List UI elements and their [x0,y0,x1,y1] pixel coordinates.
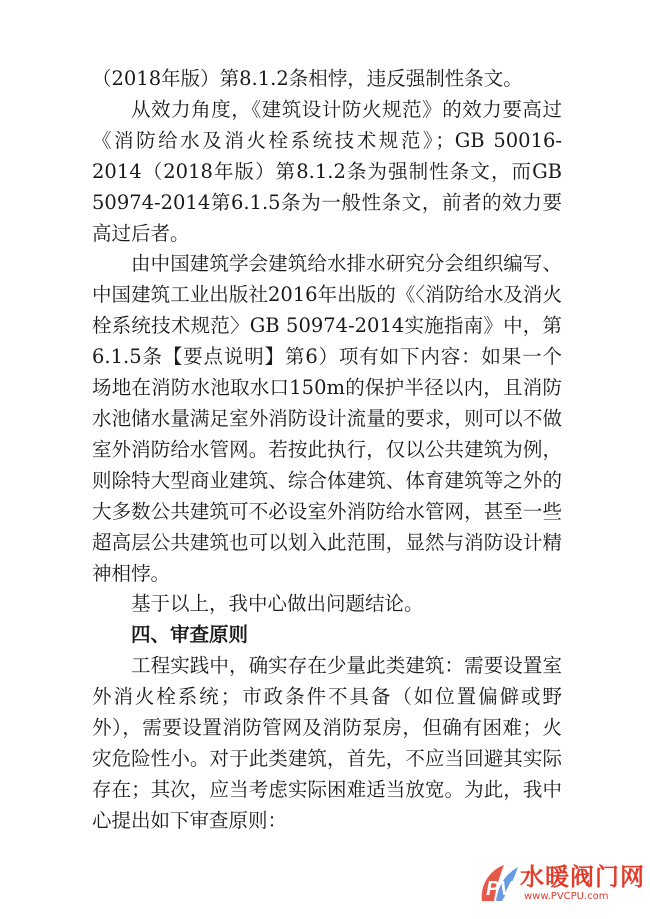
logo-letters: PV [486,878,513,900]
paragraph-conclusion: 基于以上，我中心做出问题结论。 [131,592,424,616]
paragraph-guide-reference: 由中国建筑学会建筑给水排水研究分会组织编写、中国建筑工业出版社2016年出版的《〈消防给水及消火栓系统技术规范〉GB 50974-2014实施指南》中，第6.1.5条【要点说明】第6）项有如下内容：如果一个场地在消防水池取水口150m的保护半径以内，且消防水池储水量满足室外消防设计流量的要求，则可以不做室外消防给水管网。若按此执行，仅以公共建筑为例，则除特大型商业建筑、综合体建筑、体育建筑等之外的大多数公共建筑可不必设室外消防给水管网，甚至一些超高层公共建筑也可以划入此范围，显然与消防设计精神相悖。 [92,252,562,585]
paragraph-effectiveness: 从效力角度，《建筑设计防火规范》的效力要高过《消防给水及消火栓系统技术规范》；GB 50016-2014（2018年版）第8.1.2条为强制性条文，而GB 50974-2014第6.1.5条为一般性条文，前者的效力要高过后者。 [92,97,562,245]
site-watermark [474,855,644,911]
pv-logo-icon [474,857,526,909]
document-body [92,64,562,837]
watermark-title: 水暖阀门网 [520,863,645,891]
watermark-url: www.PVCPU.com [524,891,609,902]
section-heading: 四、审查原则 [131,623,249,647]
paragraph-continuation: （2018年版）第8.1.2条相悖，违反强制性条文。 [92,67,523,90]
paragraph-review-principles: 工程实践中，确实存在少量此类建筑：需要设置室外消火栓系统；市政条件不具备（如位置偏僻或野外），需要设置消防管网及消防泵房，但确有困难；火灾危险性小。对于此类建筑，首先，不应当回避其实际存在；其次，应当考虑实际困难适当放宽。为此，我中心提出如下审查原则： [92,654,562,832]
